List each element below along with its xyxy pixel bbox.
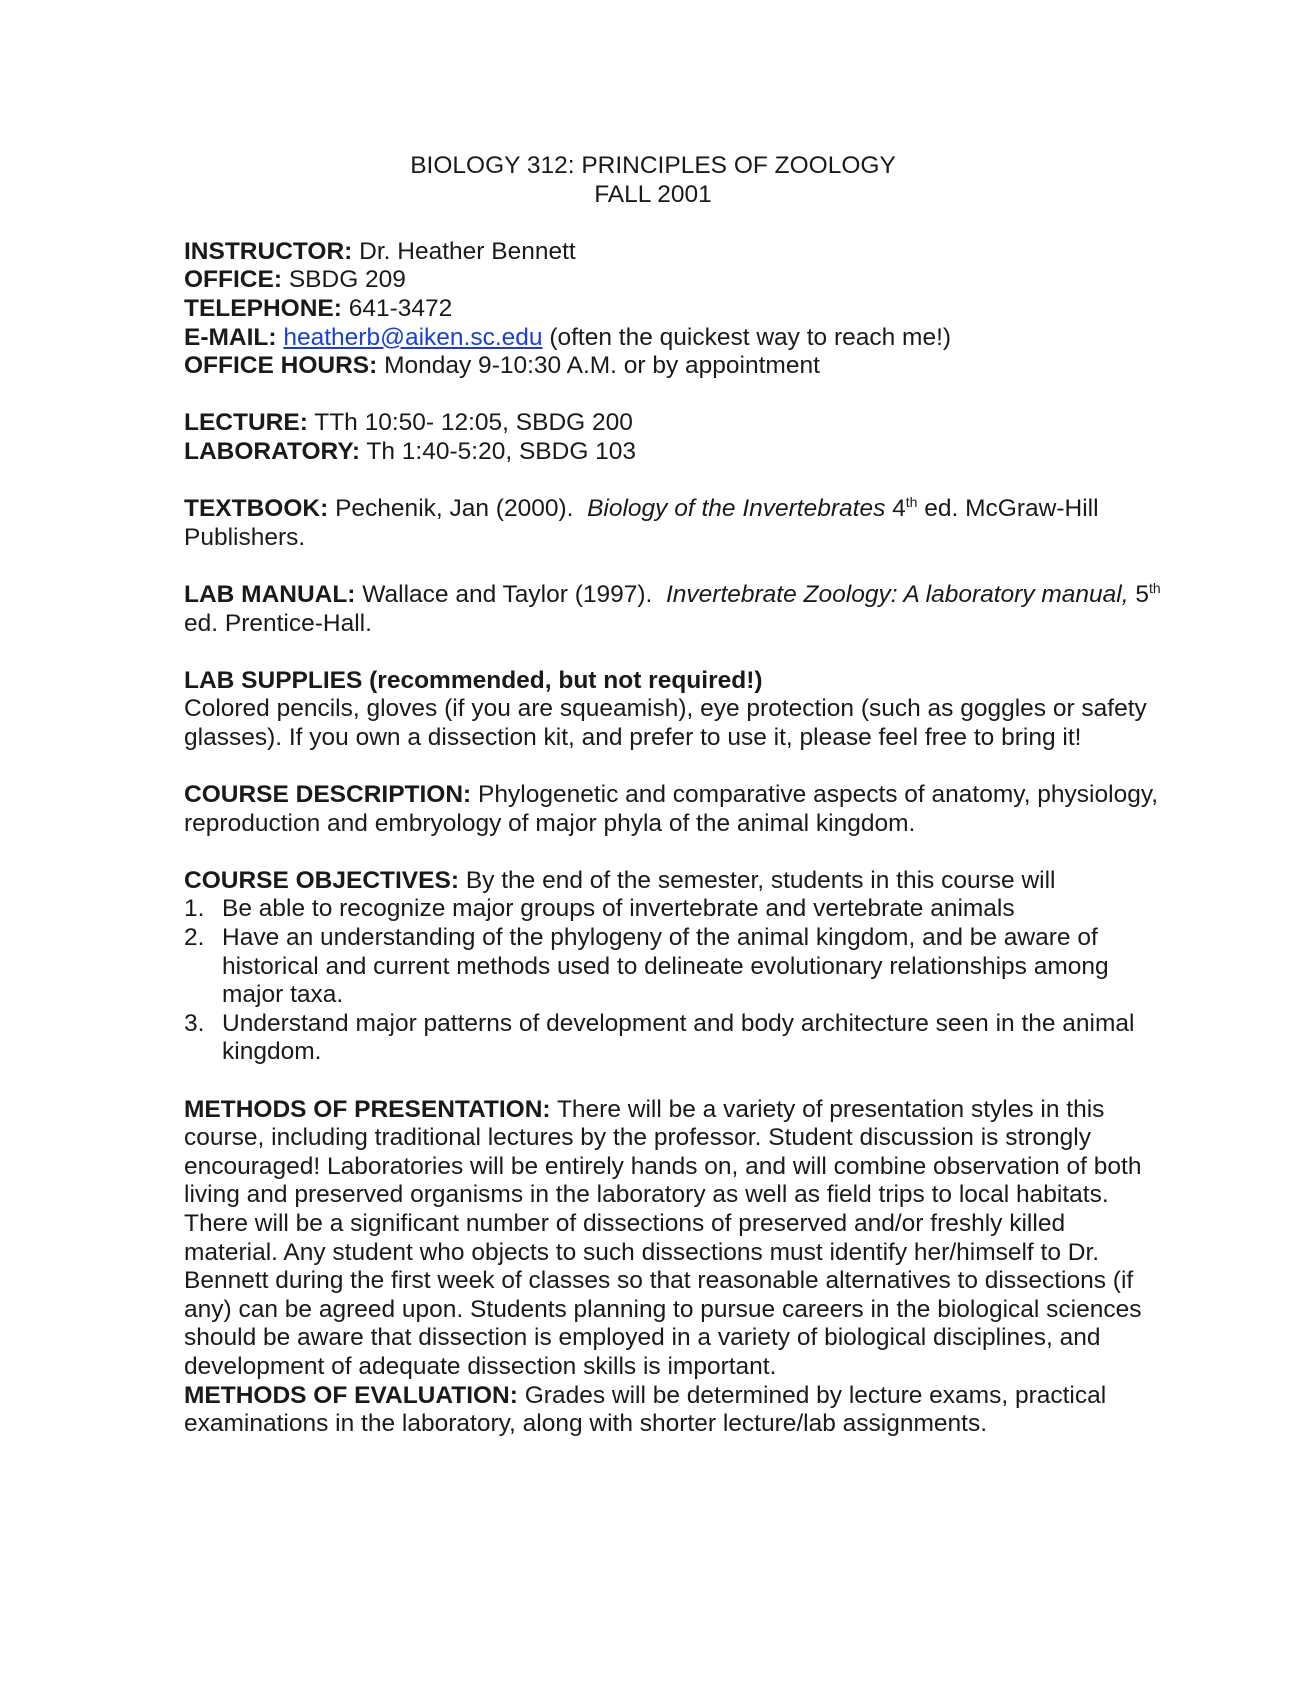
office-label: OFFICE:	[184, 266, 282, 294]
methods-evaluation-text: Grades will be determined by lecture exams, practical examinations in the laboratory, along with shorter lecture/lab assignments.	[184, 1381, 1107, 1438]
textbook-label: TEXTBOOK:	[184, 495, 329, 523]
office-hours-label: OFFICE HOURS:	[184, 352, 378, 380]
instructor-value: Dr. Heather Bennett	[359, 237, 576, 265]
lecture-line	[184, 409, 1164, 438]
office-value: SBDG 209	[288, 266, 406, 294]
lab-supplies-text: Colored pencils, gloves (if you are squeamish), eye protection (such as goggles or safety glasses). If you own a dissection kit, and prefer to use it, please feel free to bring it!	[184, 695, 1147, 751]
lab-manual-edition-num: 5	[1135, 580, 1150, 608]
course-objectives-list	[184, 895, 1164, 1067]
textbook-edition-sup: th	[905, 493, 918, 510]
instructor-line	[184, 238, 1164, 267]
course-description-section	[184, 781, 1164, 838]
textbook-author: Pechenik, Jan (2000).	[335, 495, 574, 523]
course-objectives-heading	[184, 867, 1164, 896]
course-description-text: Phylogenetic and comparative aspects of anatomy, physiology, reproduction and embryology of major phyla of the animal kingdom.	[184, 781, 1159, 837]
laboratory-value: Th 1:40-5:20, SBDG 103	[366, 437, 637, 465]
list-item-number: 2.	[184, 924, 205, 952]
list-item-text: Have an understanding of the phylogeny of the animal kingdom, and be aware of historical and current methods used to delineate evolutionary relationships among major taxa.	[222, 924, 1109, 1009]
course-description-label: COURSE DESCRIPTION:	[184, 781, 472, 809]
email-label: E-MAIL:	[184, 323, 277, 351]
lab-manual-edition-sup: th	[1149, 579, 1161, 596]
methods-presentation-section	[184, 1096, 1164, 1382]
instructor-label: INSTRUCTOR:	[184, 237, 353, 265]
methods-presentation-label: METHODS OF PRESENTATION:	[184, 1095, 551, 1123]
textbook-title: Biology of the Invertebrates	[587, 495, 886, 523]
methods-presentation-text: There will be a variety of presentation styles in this course, including traditional lectures by the professor. Student discussion is strongly encouraged! Laboratories will be entirely hands on, and will combine observation of both living and preserved organisms in the laboratory as well as field trips to local habitats. There will be a significant number of dissections of preserved and/or freshly killed material. Any student who objects to such dissections must identify her/himself to Dr. Bennett during the first week of classes so that reasonable alternatives to dissections (if any) can be agreed upon. Students planning to pursue careers in the biological sciences should be aware that dissection is employed in a variety of biological disciplines, and development of adequate dissection skills is important.	[184, 1095, 1142, 1380]
telephone-label: TELEPHONE:	[184, 294, 342, 322]
textbook-section	[184, 495, 1164, 552]
email-line	[184, 324, 1164, 353]
list-item	[184, 895, 1164, 924]
telephone-value: 641-3472	[348, 294, 453, 322]
list-item	[184, 924, 1164, 1010]
course-title: BIOLOGY 312: PRINCIPLES OF ZOOLOGY	[410, 152, 896, 179]
syllabus-page	[184, 152, 1164, 1439]
telephone-line	[184, 295, 1164, 324]
list-item-number: 1.	[184, 895, 205, 923]
lab-manual-section	[184, 581, 1164, 638]
office-hours-line	[184, 352, 1164, 381]
laboratory-line	[184, 438, 1164, 467]
email-note: (often the quickest way to reach me!)	[549, 323, 952, 351]
laboratory-label: LABORATORY:	[184, 437, 361, 465]
document-title	[0, 152, 1306, 209]
lab-manual-label: LAB MANUAL:	[184, 580, 356, 608]
term: FALL 2001	[594, 180, 712, 208]
methods-evaluation-section	[184, 1382, 1164, 1439]
list-item	[184, 1010, 1164, 1067]
lecture-value: TTh 10:50- 12:05, SBDG 200	[314, 409, 633, 437]
office-hours-value: Monday 9-10:30 A.M. or by appointment	[384, 352, 820, 380]
list-item-text: Be able to recognize major groups of invertebrate and vertebrate animals	[222, 895, 1015, 923]
textbook-edition-num: 4	[892, 495, 906, 523]
lab-manual-author: Wallace and Taylor (1997).	[362, 580, 653, 608]
course-objectives-intro: By the end of the semester, students in this course will	[465, 866, 1056, 894]
list-item-text: Understand major patterns of development and body architecture seen in the animal kingdom.	[222, 1009, 1135, 1066]
email-link[interactable]: heatherb@aiken.sc.edu	[283, 323, 543, 351]
lab-manual-title: Invertebrate Zoology: A laboratory manual,	[665, 580, 1129, 608]
lab-supplies-label: LAB SUPPLIES (recommended, but not required!)	[184, 666, 763, 694]
course-objectives-label: COURSE OBJECTIVES:	[184, 866, 459, 894]
office-line	[184, 266, 1164, 295]
lab-manual-edition-rest: ed. Prentice-Hall.	[184, 609, 372, 637]
lecture-label: LECTURE:	[184, 409, 308, 437]
list-item-number: 3.	[184, 1009, 205, 1037]
methods-evaluation-label: METHODS OF EVALUATION:	[184, 1381, 518, 1409]
textbook-edition-rest: ed. McGraw-Hill Publishers.	[184, 495, 1099, 551]
